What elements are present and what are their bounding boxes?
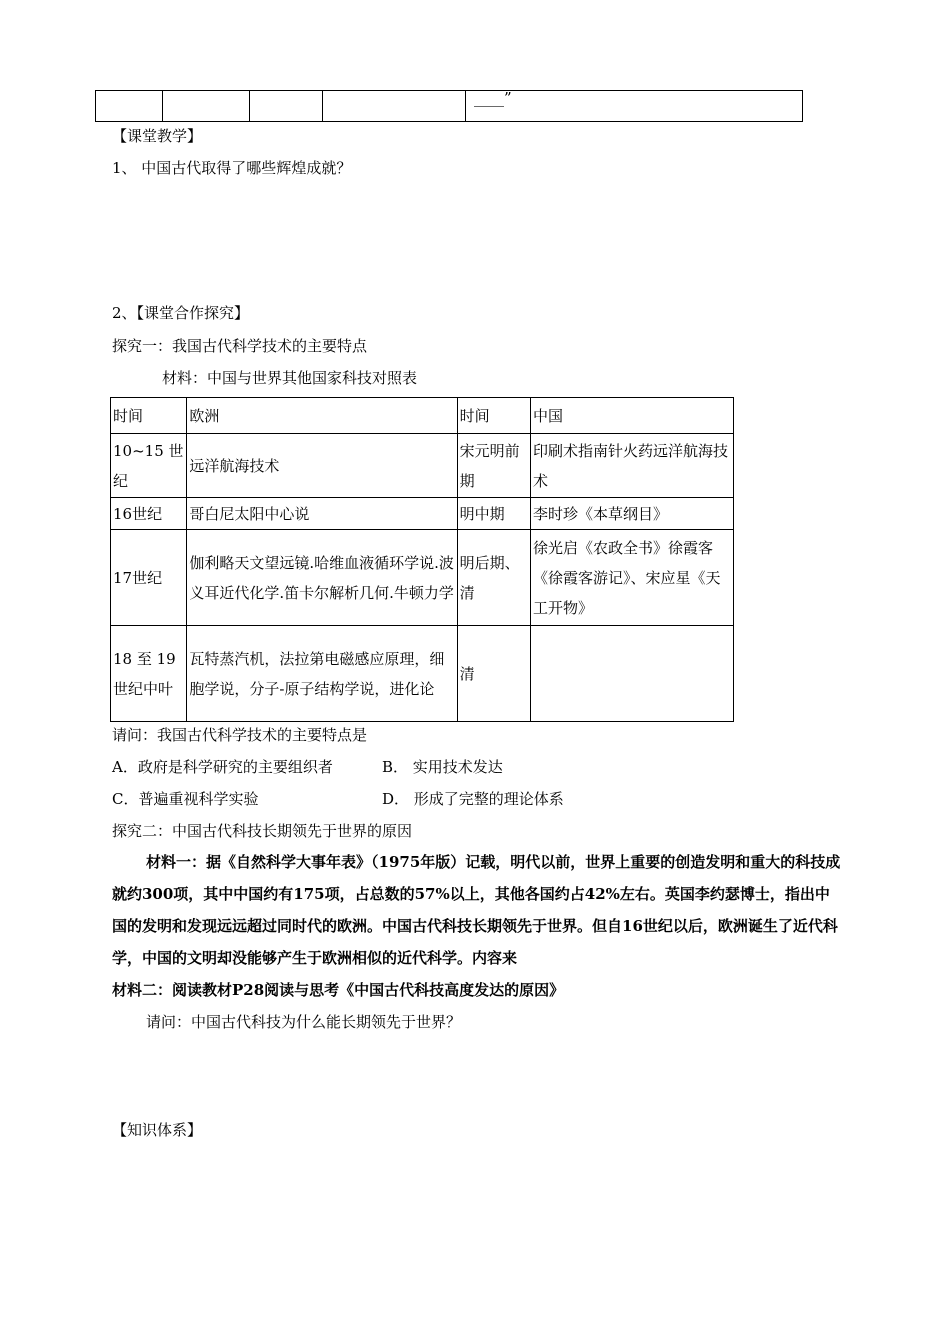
cell-r1-europe: 远洋航海技术 (187, 434, 457, 498)
cell-r3-china: 徐光启《农政全书》徐霞客《徐霞客游记》、宋应星《天工开物》 (531, 530, 734, 626)
cell-r2-time: 16世纪 (111, 498, 187, 530)
section-classroom: 【课堂教学】 (112, 127, 203, 145)
material-two: 材料二：阅读教材P28阅读与思考《中国古代科技高度发达的原因》 (112, 981, 565, 999)
cell-r1-time-china: 宋元明前期 (457, 434, 530, 498)
header-europe: 欧洲 (187, 398, 457, 434)
option-b: B． 实用技术发达 (382, 758, 503, 776)
option-a: A．政府是科学研究的主要组织者 (112, 758, 333, 776)
explore2-title: 探究二：中国古代科技长期领先于世界的原因 (112, 822, 413, 840)
cell-r4-time-china: 清 (457, 626, 530, 722)
cell-r2-china: 李时珍《本草纲目》 (531, 498, 734, 530)
cell-r4-europe: 瓦特蒸汽机，法拉第电磁感应原理，细胞学说，分子-原子结构学说，进化论 (187, 626, 457, 722)
header-time-china: 时间 (457, 398, 530, 434)
cell-r1-china: 印刷术指南针火药远洋航海技术 (531, 434, 734, 498)
cell-r2-time-china: 明中期 (457, 498, 530, 530)
question-features: 请问：我国古代科学技术的主要特点是 (112, 726, 368, 744)
section-knowledge: 【知识体系】 (112, 1121, 203, 1139)
question-1: 1、 中国古代取得了哪些辉煌成就？ (112, 159, 352, 177)
material-one: 材料一：据《自然科学大事年表》（1975年版）记载，明代以前，世界上重要的创造发明和重大的科技成就约300项，其中中国约有175项，占总数的57%以上，其他各国约占42%左右。英国李约瑟博士，指出中国的发明和发现远远超过同时代的欧洲。中国古代科技长期领先于世界。但自16世纪以后，欧洲诞生了近代科学，中国的文明却没能够产生于欧洲相似的近代科学。内容来 (112, 853, 841, 967)
top-cell-2 (163, 91, 250, 122)
top-cell-4 (323, 91, 466, 122)
header-time-europe: 时间 (111, 398, 187, 434)
option-d: D． 形成了完整的理论体系 (382, 790, 564, 808)
top-table (95, 90, 803, 122)
option-c: C．普遍重视科学实验 (112, 790, 259, 808)
top-cell-3 (250, 91, 323, 122)
material-title: 材料：中国与世界其他国家科技对照表 (162, 369, 418, 387)
cell-r3-time: 17世纪 (111, 530, 187, 626)
cell-r2-europe: 哥白尼太阳中心说 (187, 498, 457, 530)
cell-r1-time: 10~15 世纪 (111, 434, 187, 498)
header-china: 中国 (531, 398, 734, 434)
top-cell-1 (96, 91, 163, 122)
question-reason: 请问：中国古代科技为什么能长期领先于世界？ (146, 1013, 462, 1031)
cell-r3-europe: 伽利略天文望远镜.哈维血液循环学说.波义耳近代化学.笛卡尔解析几何.牛顿力学 (187, 530, 457, 626)
cell-r4-china (531, 626, 734, 722)
cell-r4-time: 18 至 19世纪中叶 (111, 626, 187, 722)
top-cell-5: ____” (466, 91, 803, 122)
section-coop: 2、【课堂合作探究】 (112, 304, 250, 322)
compare-table (110, 397, 734, 722)
explore1-title: 探究一：我国古代科学技术的主要特点 (112, 337, 368, 355)
cell-r3-time-china: 明后期、清 (457, 530, 530, 626)
